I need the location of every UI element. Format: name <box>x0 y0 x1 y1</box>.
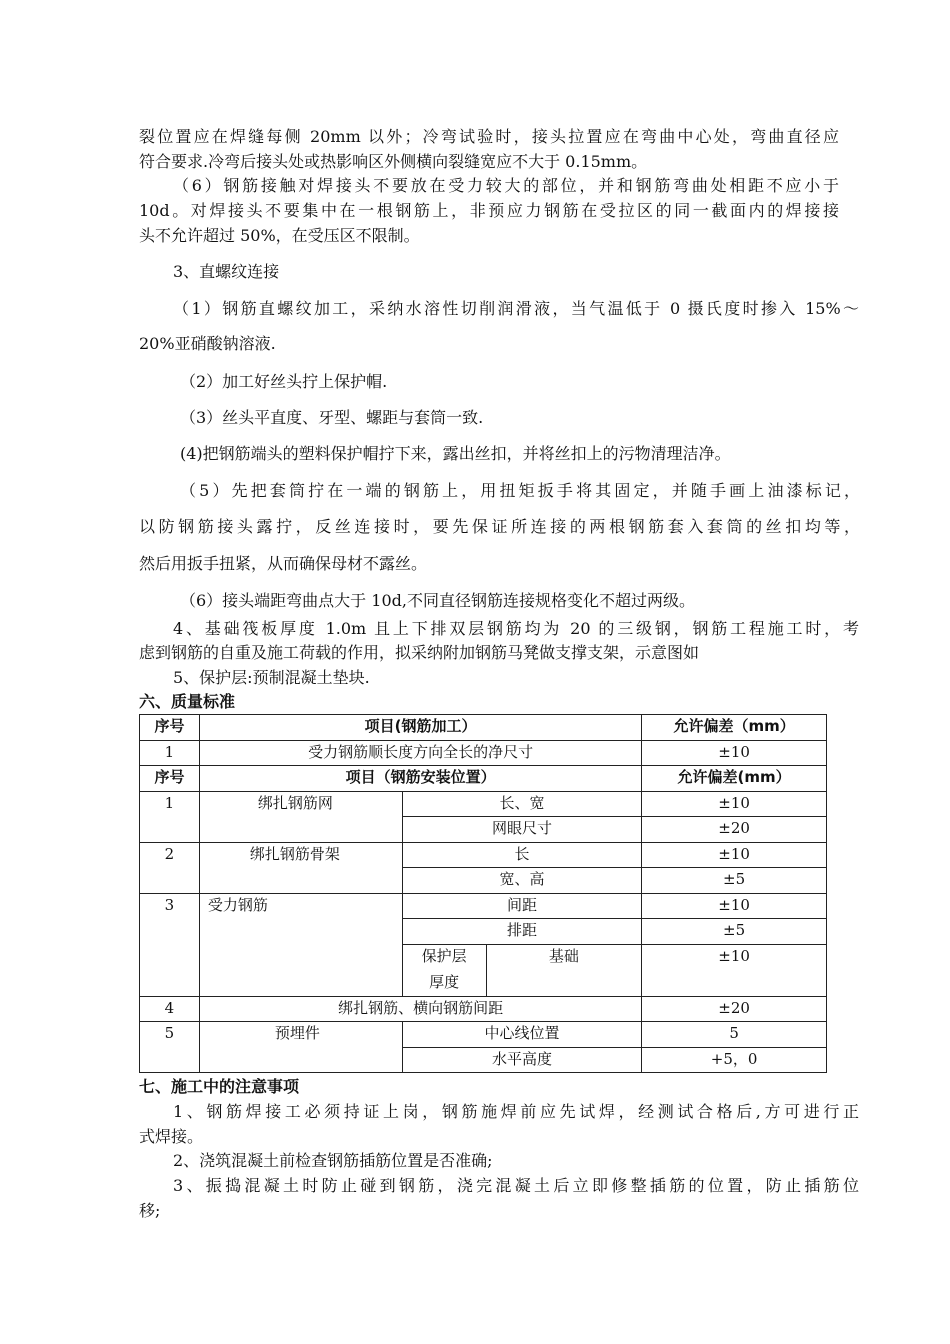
table-cell: ±20 <box>642 817 827 843</box>
header-cell: 序号 <box>140 766 200 792</box>
table-cell: 排距 <box>402 919 642 945</box>
table-cell: 1 <box>140 740 200 766</box>
section-heading: 七、施工中的注意事项 <box>139 1077 300 1096</box>
section-heading: 六、质量标准 <box>139 692 236 711</box>
table-row <box>140 996 827 1022</box>
paragraph-line: 以防钢筋接头露拧，反丝连接时，要先保证所连接的两根钢筋套入套筒的丝扣均等， <box>139 517 860 536</box>
paragraph-line: 20%亚硝酸钠溶液. <box>139 334 276 353</box>
paragraph-line: （6）接头端距弯曲点大于 10d,不同直径钢筋连接规格变化不超过两级。 <box>180 591 695 610</box>
table-cell: 3 <box>140 893 200 996</box>
table-cell: 绑扎钢筋网 <box>199 791 402 842</box>
paragraph-line: (4)把钢筋端头的塑料保护帽拧下来，露出丝扣，并将丝扣上的污物清理洁净。 <box>180 444 731 463</box>
table-cell: 网眼尺寸 <box>402 817 642 843</box>
table-cell: 5 <box>140 1022 200 1073</box>
table-row <box>140 1022 827 1048</box>
table-cell: 5 <box>642 1022 827 1048</box>
cell-line: 保护层 <box>421 946 467 965</box>
paragraph-line: （1）钢筋直螺纹加工，采纳水溶性切削润滑液，当气温低于 0 摄氏度时掺入 15%～ <box>173 299 859 318</box>
paragraph-line: （5）先把套筒拧在一端的钢筋上，用扭矩扳手将其固定，并随手画上油漆标记， <box>180 481 860 500</box>
table-cell: ±10 <box>642 944 827 996</box>
table-cell: 绑扎钢筋、横向钢筋间距 <box>199 996 641 1022</box>
paragraph-line: 5、保护层:预制混凝土垫块. <box>173 668 370 687</box>
table-cell: 间距 <box>402 893 642 919</box>
table-cell: 4 <box>140 996 200 1022</box>
table-cell: 受力钢筋 <box>199 893 402 996</box>
table-cell: ±10 <box>642 740 827 766</box>
table-cell: 受力钢筋顺长度方向全长的净尺寸 <box>199 740 641 766</box>
table-header-row <box>140 766 827 792</box>
table-cell: 绑扎钢筋骨架 <box>199 842 402 893</box>
paragraph-line: 移; <box>139 1201 161 1220</box>
table-cell: 水平高度 <box>402 1047 642 1073</box>
table-cell: 1 <box>140 791 200 842</box>
paragraph-line: （3）丝头平直度、牙型、螺距与套筒一致. <box>180 408 484 427</box>
paragraph-line: （2）加工好丝头拧上保护帽. <box>180 372 388 391</box>
table-cell: 长、宽 <box>402 791 642 817</box>
paragraph-line: 头不允许超过 50%，在受压区不限制。 <box>139 226 420 245</box>
table-cell: 中心线位置 <box>402 1022 642 1048</box>
table-cell: ±10 <box>642 842 827 868</box>
cell-line: 厚度 <box>429 972 460 991</box>
table-cell: ±5 <box>642 868 827 894</box>
paragraph-line: 虑到钢筋的自重及施工荷载的作用，拟采纳附加钢筋马凳做支撑支架，示意图如 <box>139 643 700 662</box>
table-cell: ±5 <box>642 919 827 945</box>
table-cell: +5，0 <box>642 1047 827 1073</box>
paragraph-line: 4、基础筏板厚度 1.0m 且上下排双层钢筋均为 20 的三级钢，钢筋工程施工时，考 <box>173 619 859 638</box>
quality-standard-table <box>139 714 827 1073</box>
paragraph-line: 3、振捣混凝土时防止碰到钢筋，浇完混凝土后立即修整插筋的位置，防止插筋位 <box>173 1176 859 1195</box>
subheading: 3、直螺纹连接 <box>173 262 280 281</box>
table-cell: ±20 <box>642 996 827 1022</box>
paragraph-line: 1、钢筋焊接工必须持证上岗，钢筋施焊前应先试焊，经测试合格后,方可进行正 <box>173 1102 859 1121</box>
table-cell: 预埋件 <box>199 1022 402 1073</box>
paragraph-line: 2、浇筑混凝土前检查钢筋插筋位置是否准确; <box>173 1151 493 1170</box>
table-cell: 宽、高 <box>402 868 642 894</box>
table-row <box>140 740 827 766</box>
header-cell: 允许偏差(mm） <box>642 766 827 792</box>
paragraph-line: 符合要求.冷弯后接头处或热影响区外侧横向裂缝宽应不大于 0.15mm。 <box>139 152 648 171</box>
header-cell: 序号 <box>140 715 200 741</box>
paragraph-line: 10d。对焊接头不要集中在一根钢筋上，非预应力钢筋在受拉区的同一截面内的焊接接 <box>139 201 839 220</box>
table-row <box>140 893 827 919</box>
table-row <box>140 842 827 868</box>
paragraph-line: 然后用扳手扭紧，从而确保母材不露丝。 <box>139 554 428 573</box>
header-cell: 允许偏差（mm） <box>642 715 827 741</box>
table-cell: ±10 <box>642 791 827 817</box>
header-cell: 项目（钢筋安装位置） <box>199 766 641 792</box>
paragraph-line: 式焊接。 <box>139 1127 204 1146</box>
table-cell: 长 <box>402 842 642 868</box>
table-cell: 基础 <box>486 944 642 996</box>
table-row <box>140 791 827 817</box>
table-cell: ±10 <box>642 893 827 919</box>
table-header-row <box>140 715 827 741</box>
paragraph-line: （6）钢筋接触对焊接头不要放在受力较大的部位，并和钢筋弯曲处相距不应小于 <box>173 176 839 195</box>
table-cell <box>402 944 486 996</box>
header-cell: 项目(钢筋加工） <box>199 715 641 741</box>
paragraph-line: 裂位置应在焊缝每侧 20mm 以外；冷弯试验时，接头拉置应在弯曲中心处，弯曲直径应 <box>139 127 839 146</box>
table-cell: 2 <box>140 842 200 893</box>
